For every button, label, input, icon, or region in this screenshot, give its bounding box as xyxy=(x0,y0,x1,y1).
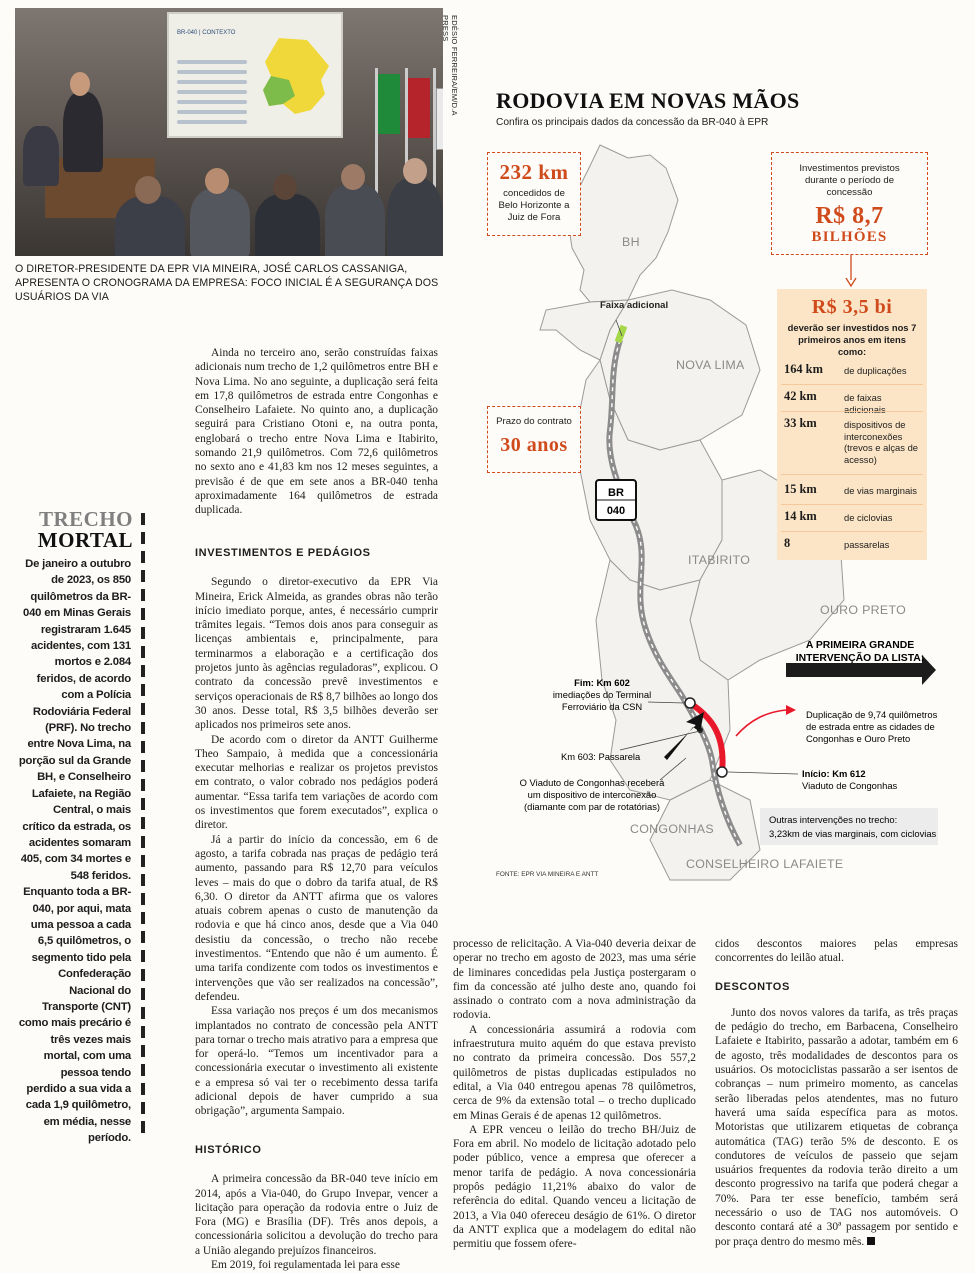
label-congonhas: CONGONHAS xyxy=(630,822,714,836)
bi-item-value: 42 km xyxy=(784,389,817,403)
sidebar-title-line2: MORTAL xyxy=(37,528,133,552)
flag xyxy=(436,88,443,150)
inv-text: Investimentos previstos durante o período de concessão xyxy=(799,163,900,198)
label-nova-lima: NOVA LIMA xyxy=(676,358,745,372)
audience-head xyxy=(205,168,229,194)
box-investments xyxy=(771,152,928,255)
br040-shield-line1: BR xyxy=(608,487,624,499)
label-faixa-adicional: Faixa adicional xyxy=(600,300,669,311)
audience-member xyxy=(255,194,320,256)
bi-item-desc: de vias marginais xyxy=(844,485,917,496)
inicio-label-1: Início: Km 612 xyxy=(802,768,866,779)
bi-big: R$ 3,5 bi xyxy=(811,296,893,318)
article-column-2 xyxy=(453,937,696,1252)
km-big: 232 km xyxy=(499,160,569,184)
label-ouro-preto: OURO PRETO xyxy=(820,603,907,617)
fim-label-2: imediações do Terminal xyxy=(552,689,652,700)
bi-item-value: 8 xyxy=(784,536,791,550)
bi-item-desc: dispositivos de interconexões (trevos e alças de acesso) xyxy=(844,419,918,465)
slide-title: BR-040 | CONTEXTO xyxy=(177,30,236,36)
audience-head xyxy=(341,164,365,190)
infographic-subtitle: Confira os principais dados da concessão da BR-040 à EPR xyxy=(496,117,769,128)
inv-big: R$ 8,7 xyxy=(815,203,884,229)
sidebar-title-line1: TRECHO xyxy=(38,507,133,531)
outras-label-1: Outras intervenções no trecho: xyxy=(769,814,898,825)
photo-credit: EDÉSIO FERREIRA/EM/D.A PRESS xyxy=(441,15,459,116)
article-paragraph: Já a partir do início da concessão, em 6 de agosto, a tarifa cobrada nas praças de pedágio terá aumento, passando para R$ 12,70 para veículos leves – mais do que o dobro da tarifa atual, de R$ 6,30. O diretor da ANTT afirma que os valores atuais cobrem apenas o custo de manutenção da rodovia e que há cinco anos, desde que a Via 040 desistiu da concessão, o trecho não recebe investimentos. “Entendo que não é um aumento. É uma tarifa condizente com todos os investimentos e intervenções que vão ser realizados na concessão”, defendeu. xyxy=(195,833,438,1003)
km603-label: Km 603: Passarela xyxy=(561,751,641,762)
flag xyxy=(378,74,400,134)
bi-item-value: 15 km xyxy=(784,482,817,496)
label-itabirito: ITABIRITO xyxy=(688,553,751,567)
audience-member xyxy=(23,126,59,186)
article-column-1-bottom xyxy=(195,1143,438,1272)
km-text: concedidos de Belo Horizonte a Juiz de Fora xyxy=(498,188,570,223)
label-lafaiete: CONSELHEIRO LAFAIETE xyxy=(686,857,844,871)
sidebar-text: De janeiro a outubro de 2023, os 850 quilômetros da BR-040 em Minas Gerais registraram 1.645 acidentes, com 131 mortos e 2.084 feridos, de acordo com a Polícia Rodoviária Federal (PRF). No trecho entre Nova Lima, na porção sul da Grande BH, e Conselheiro Lafaiete, na Região Central, o mais crítico da estrada, os acidentes somaram 405, com 34 mortes e 548 feridos. Enquanto toda a BR-040, por aqui, mata uma pessoa a cada 6,5 quilômetros, o segmento tido pela Confederação Nacional do Transporte (CNT) como mais precário é três vezes mais mortal, com uma pessoa tendo perdido a sua vida a cada 1,9 quilômetro, em média, nesse período. xyxy=(18,558,131,1145)
article-column-1-middle xyxy=(195,546,438,1119)
article-paragraph: Ainda no terceiro ano, serão construídas faixas adicionais num trecho de 1,2 quilômetros entre BH e Nova Lima. No ano seguinte, a duplicação será feita em 17,8 quilômetros de estrada entre Congonhas e Conselheiro Lafaiete. No quinto ano, a duplicação seguirá para Cristiano Otoni e, na outra ponta, englobará o trecho entre Nova Lima e Itabirito, somando 21,9 quilômetros. Com 72,6 quilômetros no sexto ano e 41,83 km nos 12 meses seguintes, a previsão é de que em sete anos a BR-040 tenha aproximadamente 164 quilômetros de estrada duplicada. xyxy=(195,347,438,517)
region-bh xyxy=(568,145,678,302)
article-column-3 xyxy=(715,937,958,1249)
article-paragraph: Segundo o diretor-executivo da EPR Via Mineira, Erick Almeida, as grandes obras não terão início imediato porque, antes, é necessário cumprir trâmites legais. “Temos dois anos para conseguir as licenças ambientais e, principalmente, para terminarmos a elaboração e a certificação dos projetos junto às agências reguladoras”, explicou. O contrato da concessão prevê investimentos e serviços operacionais de R$ 8,7 bilhões ao longo dos 30 anos. Desse total, R$ 3,5 bilhões deverão ser aplicados nos primeiros sete anos. xyxy=(195,576,438,732)
inv-unit: BILHÕES xyxy=(811,229,888,245)
bi-divider xyxy=(781,411,923,412)
viaduto-label-1: O Viaduto de Congonhas receberá xyxy=(519,777,665,788)
prazo-label: Prazo do contrato xyxy=(496,416,572,427)
source-note: FONTE: EPR VIA MINEIRA E ANTT xyxy=(496,871,599,878)
first-intervention-line1: A PRIMEIRA GRANDE xyxy=(805,640,915,651)
speaker-head xyxy=(70,72,90,96)
infographic-title: RODOVIA EM NOVAS MÃOS xyxy=(496,88,800,113)
audience-member xyxy=(115,196,185,256)
projection-screen xyxy=(167,12,343,138)
audience-member xyxy=(325,184,385,256)
dup-label-2: de estrada entre as cidades de xyxy=(806,721,935,732)
dup-label-3: Congonhas e Ouro Preto xyxy=(806,733,911,744)
bi-divider xyxy=(781,384,923,385)
article-paragraph: Essa variação nos preços é um dos mecanismos implantados no contrato de concessão pela ANTT para tornar o trecho mais atrativo para a empresa que for operá-lo. “Temos um incentivador para a concessionária executar o investimento ali existente e a empresa só vai ter o recebimento dessa tarifa adicional depois de haver cumprido a sua obrigação”, argumenta Sampaio. xyxy=(195,1005,438,1118)
red-arrow xyxy=(736,710,786,736)
audience-head xyxy=(403,158,427,184)
bi-item-desc: de duplicações xyxy=(844,365,907,376)
bi-item-value: 14 km xyxy=(784,509,817,523)
box-prazo xyxy=(487,406,581,473)
outras-label-2: 3,23km de vias marginais, com ciclovias xyxy=(769,828,937,839)
article-paragraph: A concessionária assumirá a rodovia com infraestrutura muito aquém do que estava previsto no contrato da primeira concessão. Dos 557,2 quilômetros de pistas duplicadas estipulados no edital, a Via 040 entregou apenas 78 quilômetros, cerca de 9% da extensão total – o trecho duplicado em Minas Gerais é de apenas 12 quilômetros. xyxy=(453,1023,696,1122)
audience-member xyxy=(190,188,250,256)
flag xyxy=(408,78,430,138)
fim-label-1: Fim: Km 602 xyxy=(574,677,630,688)
bi-item-desc: de ciclovias xyxy=(844,512,893,523)
slide-map xyxy=(259,36,331,116)
box-232km xyxy=(487,152,581,236)
bi-divider xyxy=(781,504,923,505)
prazo-big: 30 anos xyxy=(500,434,568,456)
leader-line xyxy=(728,772,798,774)
slide-bullets xyxy=(177,54,247,130)
article-paragraph: Em 2019, foi regulamentada lei para esse xyxy=(211,1259,400,1272)
end-mark xyxy=(867,1237,875,1245)
box-3-5bi xyxy=(777,289,927,560)
section-heading-investimentos: INVESTIMENTOS E PEDÁGIOS xyxy=(195,547,371,559)
dup-label-1: Duplicação de 9,74 quilômetros xyxy=(806,709,938,720)
article-photo xyxy=(15,8,443,256)
photo-caption: O DIRETOR-PRESIDENTE DA EPR VIA MINEIRA, JOSÉ CARLOS CASSANIGA, APRESENTA O CRONOGRAMA DA EMPRESA: FOCO INICIAL É A SEGURANÇA DOS USUÁRIOS DA VIA xyxy=(15,263,439,303)
article-column-1-top xyxy=(195,346,438,518)
bi-item-value: 164 km xyxy=(784,362,823,376)
section-heading-descontos: DESCONTOS xyxy=(715,980,790,993)
viaduto-label-2: um dispositivo de interconexão xyxy=(527,789,657,800)
audience-head xyxy=(135,176,161,204)
bi-divider xyxy=(781,474,923,475)
fim-label-3: Ferroviário da CSN xyxy=(561,701,643,712)
fim-marker xyxy=(685,698,695,708)
article-paragraph: A EPR venceu o leilão do trecho BH/Juiz de Fora em abril. No modelo de licitação adotado pelo poder público, vence a empresa que oferecer a menor tarifa de pedágio. A nova concessionária propôs pedágio 11,21% abaixo do valor de referência do edital. Quando venceu a licitação de 2013, a Via 040 ofereceu deságio de 61%. O diretor da ANTT explica que a modelagem do edital não permitiu que fossem ofere- xyxy=(453,1123,696,1251)
speaker xyxy=(63,92,103,172)
section-heading-historico: HISTÓRICO xyxy=(195,1144,262,1156)
article-paragraph-text: Junto dos novos valores da tarifa, as três praças de pedágio do trecho, em Barbacena, Conselheiro Lafaiete e Itabirito, passarão a adotar, também em 6 de agosto, três modalidades de descontos para os usuários. Os motociclistas passarão a ser isentos de cobranças – num primeiro momento, as cancelas serão liberadas pelos atendentes, mas no futuro haverá uma saída específica para as motos. Motoristas que utilizarem etiquetas de cobrança automática (TAG) terão 5% de desconto. E os condutores de veículos de passeio que sejam usuários frequentes da rodovia terão direito a um desconto progressivo na tarifa que poderá chegar a 70%. Para ter esse benefício, também será necessário o uso de TAG nos automóveis. O desconto contará até a 30ª passagem por sentido e por praça dentro do mesmo mês. xyxy=(715,1006,958,1248)
bi-item-desc: passarelas xyxy=(844,539,890,550)
bi-text: deverão ser investidos nos 7 primeiros anos em itens como: xyxy=(787,322,917,357)
bi-divider xyxy=(781,531,923,532)
article-paragraph xyxy=(715,1006,958,1249)
sidebar-divider xyxy=(141,513,145,1138)
first-intervention-line2: INTERVENÇÃO DA LISTA: xyxy=(795,653,925,664)
inicio-label-2: Viaduto de Congonhas xyxy=(802,780,898,791)
bi-item-desc: de faixas adicionais xyxy=(844,392,886,415)
article-paragraph: De acordo com o diretor da ANTT Guilherme Theo Sampaio, à medida que a concessionária executar melhorias e realizar os projetos previstos em contrato, o valor cobrado nos pedágios poderá aumentar. “Essa tarifa tem variações de acordo com os investimentos que forem executados”, explica o diretor. xyxy=(195,733,438,832)
bi-item-value: 33 km xyxy=(784,416,817,430)
red-arrow-head xyxy=(786,705,796,715)
article-paragraph: A primeira concessão da BR-040 teve início em 2014, após a Via-040, do Grupo Invepar, vencer a licitação para operação da rodovia entre o Juiz de Fora (MG) e Brasília (DF). Três anos depois, a concessionária solicitou a devolução do trecho para a União alegando prejuízos financeiros. xyxy=(195,1173,438,1257)
audience-member xyxy=(387,178,443,256)
label-bh: BH xyxy=(622,235,640,249)
inicio-marker xyxy=(717,767,727,777)
article-paragraph: cidos descontos maiores pelas empresas concorrentes do leilão atual. xyxy=(715,938,958,965)
br040-shield-line2: 040 xyxy=(606,505,626,517)
audience-head xyxy=(273,174,297,200)
viaduto-label-3: (diamante com par de rotatórias) xyxy=(524,801,660,812)
article-paragraph: processo de relicitação. A Via-040 deveria deixar de operar no trecho em agosto de 2023, mas uma série de liminares concedidas pela Justiça postergaram o fim da concessão até julho deste ano, quando foi assinado o contrato com a nova administração da rodovia. xyxy=(453,938,696,1022)
